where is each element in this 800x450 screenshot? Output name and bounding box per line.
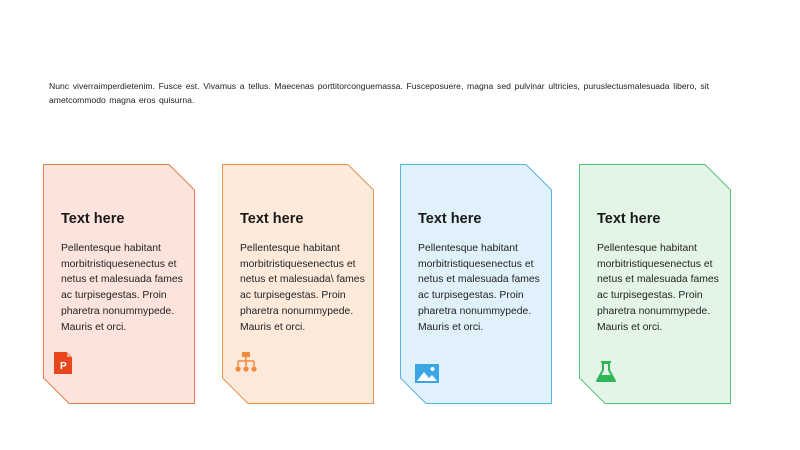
- flask-icon: [594, 360, 618, 384]
- card-body: Pellentesque habitant morbitristiquesenectus et netus et malesuada\ fames ac turpisegestas. Proin pharetra nonummypede. Mauris et orci.: [240, 243, 365, 333]
- card-title: Text here: [418, 211, 482, 227]
- presentation-file-icon: [51, 351, 75, 375]
- card-title: Text here: [597, 211, 661, 227]
- info-card-2: [222, 164, 374, 404]
- hierarchy-icon: [234, 351, 258, 375]
- info-card-1: [43, 164, 195, 404]
- card-title: Text here: [240, 211, 304, 227]
- info-card-3: [400, 164, 552, 404]
- card-body: Pellentesque habitant morbitristiquesenectus et netus et malesuada fames ac turpisegestas. Proin pharetra nonummypede. Mauris et orci.: [61, 243, 183, 333]
- info-card-4: [579, 164, 731, 404]
- image-icon: [415, 362, 439, 386]
- card-title: Text here: [61, 211, 125, 227]
- card-body: Pellentesque habitant morbitristiquesenectus et netus et malesuada fames ac turpisegestas. Proin pharetra nonummypede. Mauris et orci.: [418, 243, 540, 333]
- svg-text:P: P: [60, 361, 67, 372]
- intro-paragraph: Nunc viverraimperdietenim. Fusce est. Vivamus a tellus. Maecenas porttitorconguemassa. Fusceposuere, magna sed pulvinar ultricies, puruslectusmalesuada libero, sit ametcommodo magna eros quisurna.: [49, 81, 709, 105]
- card-body: Pellentesque habitant morbitristiquesenectus et netus et malesuada fames ac turpisegestas. Proin pharetra nonummypede. Mauris et orci.: [597, 243, 719, 333]
